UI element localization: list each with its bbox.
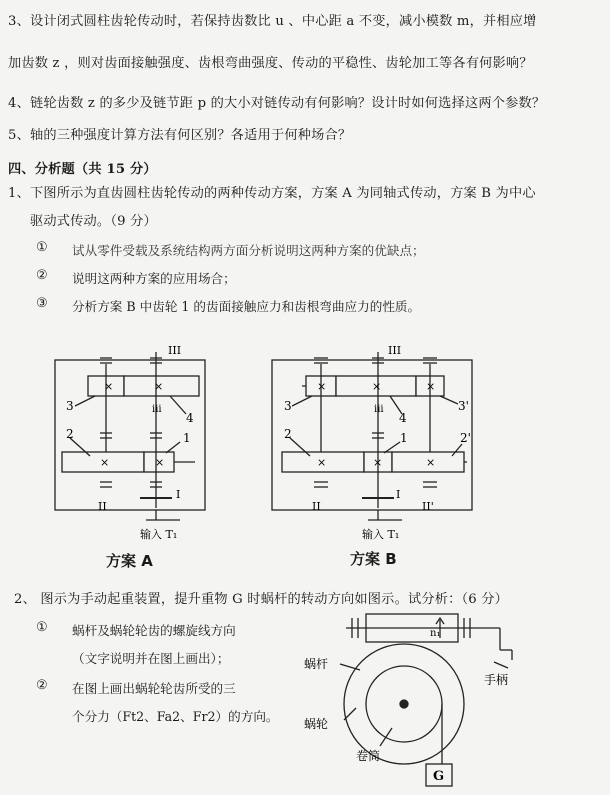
- handle-label: 手柄: [484, 673, 509, 687]
- fig-b-gear-3: 3: [284, 399, 292, 413]
- fig-b-gear-4: 4: [399, 411, 407, 425]
- fig-b-x6: ×: [426, 456, 436, 469]
- fig-a-gear-2: 2: [66, 427, 74, 441]
- item-3-mark: ③: [36, 296, 48, 311]
- figure-b-caption: 方案 B: [350, 550, 397, 568]
- fig-b-mid: iii: [374, 404, 384, 415]
- problem-1-line-1: 1、下图所示为直齿圆柱齿轮传动的两种传动方案，方案 A 为同轴式传动，方案 B 为中心: [8, 186, 536, 201]
- p2-item-2-b: 个分力（Ft2、Fa2、Fr2）的方向。: [72, 709, 279, 724]
- n1-label: n₁: [430, 628, 441, 639]
- wormwheel-label: 蜗轮: [304, 717, 329, 731]
- fig-a-shaft-i: I: [176, 488, 181, 501]
- fig-b-x3: ×: [426, 380, 436, 393]
- figure-a-diagram: [40, 338, 250, 543]
- question-5: 5、轴的三种强度计算方法有何区别？各适用于何种场合？: [8, 128, 352, 143]
- fig-a-shaft-ii: II: [98, 500, 107, 513]
- fig-b-x4: ×: [317, 456, 327, 469]
- fig-a-x3: ×: [100, 456, 110, 469]
- weight-label: G: [433, 769, 445, 784]
- fig-b-gear-1: 1: [400, 431, 408, 445]
- worm-label: 蜗杆: [304, 657, 329, 671]
- figure-a-caption: 方案 A: [106, 552, 153, 570]
- fig-b-gear-3p: 3': [458, 399, 469, 413]
- item-1-text: 试从零件受载及系统结构两方面分析说明这两种方案的优缺点；: [72, 243, 425, 258]
- item-3-text: 分析方案 B 中齿轮 1 的齿面接触应力和齿根弯曲应力的性质。: [72, 299, 421, 314]
- p2-item-1-b: （文字说明并在图上画出）；: [72, 651, 230, 666]
- fig-a-mid: iii: [152, 404, 162, 415]
- fig-b-gear-2p: 2': [460, 431, 471, 445]
- fig-a-gear-1: 1: [183, 431, 191, 445]
- fig-a-input: 输入 T₁: [140, 528, 178, 541]
- p2-item-1-a: 蜗杆及蜗轮轮齿的螺旋线方向: [72, 623, 236, 638]
- question-3-line-2: 加齿数 z ，则对齿面接触强度、齿根弯曲强度、传动的平稳性、齿轮加工等各有何影响？: [8, 56, 533, 71]
- section-4-heading: 四、分析题（共 15 分）: [8, 162, 157, 177]
- fig-a-x1: ×: [104, 380, 114, 393]
- question-4: 4、链轮齿数 z 的多少及链节距 p 的大小对链传动有何影响？设计时如何选择这两个参数？: [8, 96, 546, 111]
- item-2-mark: ②: [36, 268, 48, 283]
- fig-a-x4: ×: [155, 456, 165, 469]
- fig-b-x2: ×: [372, 380, 382, 393]
- item-2-text: 说明这两种方案的应用场合；: [72, 271, 236, 286]
- p2-item-2-mark: ②: [36, 678, 48, 693]
- worm-hoist-diagram: [300, 608, 525, 790]
- fig-a-shaft-iii: III: [168, 344, 182, 357]
- fig-a-gear-3: 3: [66, 399, 74, 413]
- drum-label: 卷筒: [356, 749, 381, 763]
- p2-item-2-a: 在图上画出蜗轮轮齿所受的三: [72, 681, 236, 696]
- fig-b-shaft-iii: III: [388, 344, 402, 357]
- problem-2-line: 2、 图示为手动起重装置，提升重物 G 时蜗杆的转动方向如图示。试分析：（6 分）: [14, 592, 509, 607]
- fig-b-gear-2: 2: [284, 427, 292, 441]
- fig-b-input: 输入 T₁: [362, 528, 400, 541]
- fig-a-gear-4: 4: [186, 411, 194, 425]
- fig-b-x1: ×: [317, 380, 327, 393]
- fig-b-x5: ×: [373, 456, 383, 469]
- p2-item-1-mark: ①: [36, 620, 48, 635]
- fig-a-x2: ×: [154, 380, 164, 393]
- fig-b-shaft-ii: II: [312, 500, 321, 513]
- figure-b-diagram: [262, 338, 480, 543]
- fig-b-shaft-i: I: [396, 488, 401, 501]
- item-1-mark: ①: [36, 240, 48, 255]
- fig-b-shaft-iip: II': [422, 500, 434, 513]
- question-3-line-1: 3、设计闭式圆柱齿轮传动时，若保持齿数比 u 、中心距 a 不变，减小模数 m，并相应增: [8, 14, 537, 29]
- problem-1-line-2: 驱动式传动。（9 分）: [30, 214, 157, 229]
